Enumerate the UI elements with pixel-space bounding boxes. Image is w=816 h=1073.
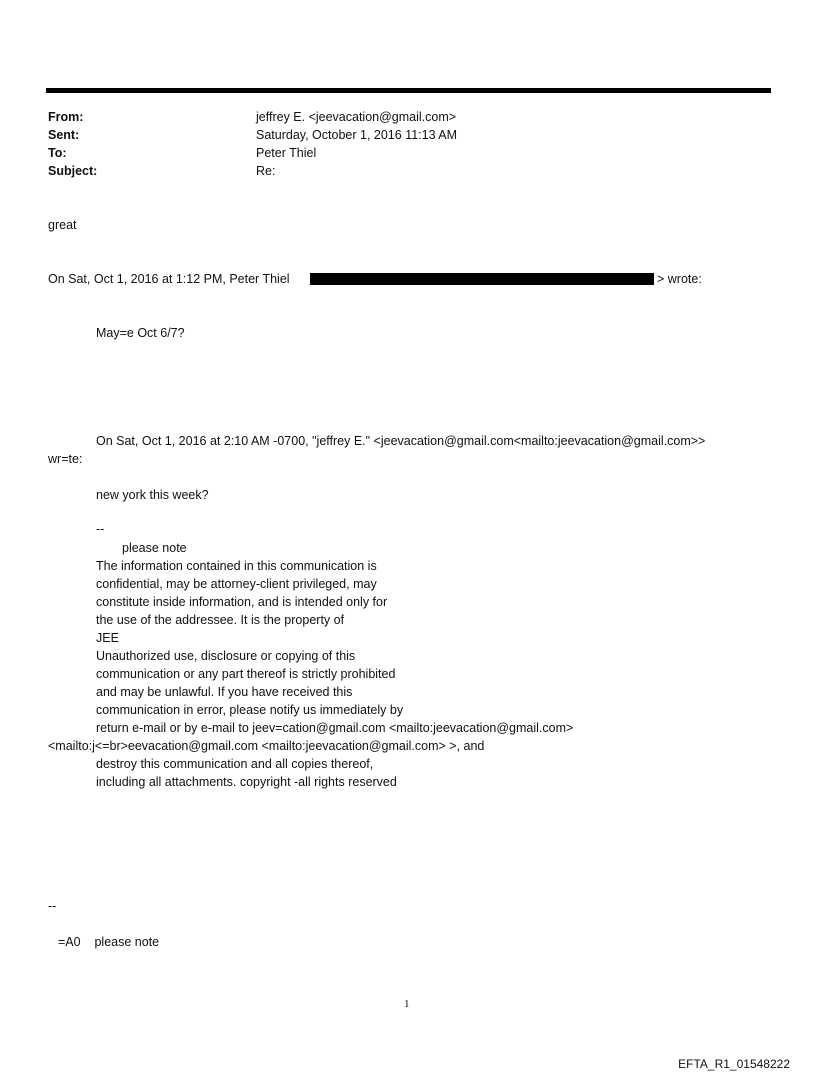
reply-text: great (48, 218, 77, 232)
disclaimer-line: Unauthorized use, disclosure or copying of this (96, 649, 356, 663)
sent-label: Sent: (48, 128, 80, 142)
disclaimer-line: and may be unlawful. If you have received this (96, 685, 353, 699)
from-value: jeffrey E. <jeevacation@gmail.com> (256, 110, 457, 124)
from-label: From: (48, 110, 84, 124)
disclaimer-line: including all attachments. copyright -all rights reserved (96, 775, 397, 789)
sent-value: Saturday, October 1, 2016 11:13 AM (256, 128, 458, 142)
sig-note: please note (122, 541, 187, 555)
to-value: Peter Thiel (256, 146, 317, 160)
redaction-bar (310, 273, 654, 285)
footer-note: =A0 please note (58, 935, 160, 949)
subject-label: Subject: (48, 164, 98, 178)
disclaimer-line: communication or any part thereof is strictly prohibited (96, 667, 396, 681)
quote2-attribution: On Sat, Oct 1, 2016 at 2:10 AM -0700, "jeffrey E." <jeevacation@gmail.com<mailto:jeevacation@gmail.com>> (96, 434, 706, 448)
to-label: To: (48, 146, 67, 160)
page-number: 1 (404, 998, 410, 1010)
disclaimer-line: the use of the addressee. It is the property of (96, 613, 345, 627)
quote2-wrote: wr=te: (48, 452, 83, 466)
subject-value: Re: (256, 164, 276, 178)
disclaimer-line: constitute inside information, and is intended only for (96, 595, 388, 609)
sig-dashes: -- (96, 522, 105, 536)
disclaimer-line: JEE (96, 631, 119, 645)
disclaimer-line: The information contained in this communication is (96, 559, 377, 573)
document-id: EFTA_R1_01548222 (678, 1057, 790, 1071)
disclaimer-line: destroy this communication and all copies thereof, (96, 757, 374, 771)
footer-dashes: -- (48, 899, 57, 913)
disclaimer-mailto-line: <mailto:j<=br>eevacation@gmail.com <mailto:jeevacation@gmail.com> >, and (48, 739, 485, 753)
disclaimer-line: return e-mail or by e-mail to jeev=cation@gmail.com <mailto:jeevacation@gmail.com> (96, 721, 574, 735)
disclaimer-line: communication in error, please notify us immediately by (96, 703, 404, 717)
quote1-text: May=e Oct 6/7? (96, 326, 185, 340)
disclaimer-line: confidential, may be attorney-client privileged, may (96, 577, 377, 591)
quote1-attribution: On Sat, Oct 1, 2016 at 1:12 PM, Peter Thiel (48, 272, 290, 286)
quote1-wrote: > wrote: (657, 272, 702, 286)
header-rule (46, 88, 771, 93)
quote2-text: new york this week? (96, 488, 209, 502)
